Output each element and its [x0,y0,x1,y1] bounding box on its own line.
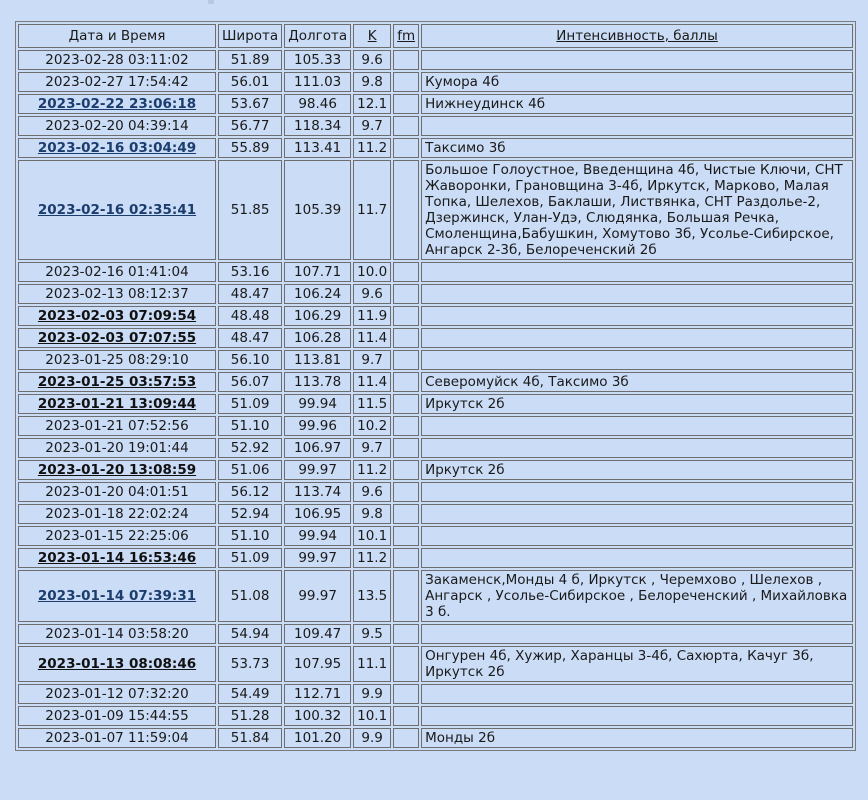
table-row [18,646,853,682]
event-detail-link[interactable]: 2023-02-16 03:04:49 [37,140,197,156]
longitude-cell: 99.97 [284,460,351,480]
table-header-row [18,24,853,48]
intensity-cell: Онгурен 4б, Хужир, Харанцы 3-4б, Сахюрта, Качуг 3б, Иркутск 2б [421,646,853,682]
event-datetime: 2023-02-13 08:12:37 [45,286,189,302]
fm-cell [393,526,419,546]
col-header-datetime: Дата и Время [18,24,216,48]
longitude-cell: 99.94 [284,526,351,546]
latitude-cell: 55.89 [218,138,282,158]
longitude-cell: 112.71 [284,684,351,704]
table-row [18,706,853,726]
k-class-cell: 10.0 [353,262,391,282]
latitude-cell: 51.09 [218,394,282,414]
datetime-cell [18,460,216,480]
k-class-cell: 9.6 [353,482,391,502]
intensity-cell [421,284,853,304]
k-class-cell: 10.2 [353,416,391,436]
intensity-cell [421,548,853,568]
k-class-cell: 11.2 [353,460,391,480]
datetime-cell [18,548,216,568]
latitude-cell: 53.16 [218,262,282,282]
intensity-cell [421,684,853,704]
col-header-intensity-sort-link[interactable]: Интенсивность, баллы [421,24,853,48]
datetime-cell [18,306,216,326]
k-class-cell: 11.9 [353,306,391,326]
longitude-cell: 111.03 [284,72,351,92]
datetime-cell [18,116,216,136]
k-class-cell: 11.1 [353,646,391,682]
k-class-cell: 12.1 [353,94,391,114]
col-header-lon: Долгота [284,24,351,48]
k-class-cell: 9.8 [353,72,391,92]
event-datetime: 2023-01-20 04:01:51 [45,484,189,500]
fm-cell [393,624,419,644]
latitude-cell: 56.77 [218,116,282,136]
datetime-cell [18,706,216,726]
k-class-cell: 9.7 [353,350,391,370]
k-class-cell: 11.5 [353,394,391,414]
fm-cell [393,160,419,260]
latitude-cell: 48.47 [218,328,282,348]
intensity-cell [421,50,853,70]
longitude-cell: 118.34 [284,116,351,136]
col-header-lat: Широта [218,24,282,48]
longitude-cell: 113.41 [284,138,351,158]
event-datetime-strong: 2023-01-14 16:53:46 [37,550,197,566]
event-datetime: 2023-01-25 08:29:10 [45,352,189,368]
k-class-cell: 11.7 [353,160,391,260]
table-row [18,94,853,114]
intensity-cell [421,350,853,370]
table-row [18,116,853,136]
table-row [18,624,853,644]
k-class-cell: 9.6 [353,50,391,70]
intensity-cell [421,706,853,726]
latitude-cell: 51.28 [218,706,282,726]
datetime-cell [18,350,216,370]
table-row [18,526,853,546]
table-row [18,306,853,326]
fm-cell [393,138,419,158]
latitude-cell: 51.85 [218,160,282,260]
latitude-cell: 51.10 [218,416,282,436]
longitude-cell: 99.94 [284,394,351,414]
datetime-cell [18,72,216,92]
datetime-cell [18,438,216,458]
datetime-cell [18,138,216,158]
fm-cell [393,460,419,480]
longitude-cell: 101.20 [284,728,351,748]
k-class-cell: 11.4 [353,372,391,392]
event-datetime: 2023-02-28 03:11:02 [45,52,189,68]
intensity-cell [421,306,853,326]
datetime-cell [18,372,216,392]
table-row [18,684,853,704]
longitude-cell: 113.74 [284,482,351,502]
k-class-cell: 11.2 [353,138,391,158]
fm-cell [393,646,419,682]
intensity-cell: Иркутск 2б [421,394,853,414]
datetime-cell [18,262,216,282]
event-datetime: 2023-01-12 07:32:20 [45,686,189,702]
k-class-cell: 9.7 [353,438,391,458]
intensity-cell [421,624,853,644]
intensity-cell [421,526,853,546]
longitude-cell: 109.47 [284,624,351,644]
fm-cell [393,72,419,92]
fm-cell [393,570,419,622]
longitude-cell: 113.81 [284,350,351,370]
intensity-cell [421,262,853,282]
k-class-cell: 11.2 [353,548,391,568]
intensity-cell: Закаменск,Монды 4 б, Иркутск , Черемхово , Шелехов , Ангарск , Усолье-Сибирское , Белореченский , Михайловка 3 б. [421,570,853,622]
k-class-cell: 10.1 [353,526,391,546]
table-row [18,372,853,392]
latitude-cell: 56.12 [218,482,282,502]
table-row [18,438,853,458]
table-row [18,284,853,304]
event-datetime: 2023-01-15 22:25:06 [45,528,189,544]
event-datetime: 2023-02-27 17:54:42 [45,74,189,90]
datetime-cell [18,570,216,622]
latitude-cell: 51.10 [218,526,282,546]
event-datetime: 2023-01-20 19:01:44 [45,440,189,456]
fm-cell [393,684,419,704]
event-detail-link[interactable]: 2023-02-22 23:06:18 [37,96,197,112]
longitude-cell: 105.33 [284,50,351,70]
latitude-cell: 52.92 [218,438,282,458]
fm-cell [393,50,419,70]
table-row [18,262,853,282]
table-row [18,160,853,260]
table-row [18,570,853,622]
fm-cell [393,482,419,502]
table-row [18,350,853,370]
latitude-cell: 56.01 [218,72,282,92]
top-strip [0,0,868,14]
datetime-cell [18,416,216,436]
longitude-cell: 105.39 [284,160,351,260]
datetime-cell [18,684,216,704]
datetime-cell [18,94,216,114]
latitude-cell: 53.67 [218,94,282,114]
fm-cell [393,416,419,436]
event-datetime-strong: 2023-01-21 13:09:44 [37,396,197,412]
latitude-cell: 51.09 [218,548,282,568]
intensity-cell: Кумора 4б [421,72,853,92]
k-class-cell: 9.7 [353,116,391,136]
k-class-cell: 13.5 [353,570,391,622]
latitude-cell: 54.94 [218,624,282,644]
latitude-cell: 51.84 [218,728,282,748]
event-datetime-strong: 2023-01-25 03:57:53 [37,374,197,390]
latitude-cell: 51.06 [218,460,282,480]
latitude-cell: 56.10 [218,350,282,370]
k-class-cell: 9.6 [353,284,391,304]
event-datetime: 2023-01-07 11:59:04 [45,730,189,746]
longitude-cell: 100.32 [284,706,351,726]
latitude-cell: 51.89 [218,50,282,70]
event-datetime-strong: 2023-01-20 13:08:59 [37,462,197,478]
event-datetime: 2023-02-16 01:41:04 [45,264,189,280]
fm-cell [393,394,419,414]
longitude-cell: 106.95 [284,504,351,524]
event-detail-link[interactable]: 2023-01-14 07:39:31 [37,588,197,604]
k-class-cell: 9.9 [353,728,391,748]
fm-cell [393,438,419,458]
fm-cell [393,350,419,370]
longitude-cell: 106.28 [284,328,351,348]
fm-cell [393,306,419,326]
datetime-cell [18,394,216,414]
intensity-cell: Иркутск 2б [421,460,853,480]
event-detail-link[interactable]: 2023-02-16 02:35:41 [37,202,197,218]
latitude-cell: 48.48 [218,306,282,326]
latitude-cell: 54.49 [218,684,282,704]
fm-cell [393,262,419,282]
col-header-k-sort-link[interactable]: K [353,24,391,48]
earthquake-table [15,21,856,751]
datetime-cell [18,284,216,304]
datetime-cell [18,526,216,546]
datetime-cell [18,504,216,524]
k-class-cell: 9.5 [353,624,391,644]
table-row [18,50,853,70]
longitude-cell: 99.97 [284,570,351,622]
fm-cell [393,706,419,726]
fm-cell [393,94,419,114]
intensity-cell [421,438,853,458]
datetime-cell [18,624,216,644]
table-row [18,728,853,748]
longitude-cell: 98.46 [284,94,351,114]
datetime-cell [18,160,216,260]
event-datetime: 2023-01-21 07:52:56 [45,418,189,434]
k-class-cell: 11.4 [353,328,391,348]
latitude-cell: 52.94 [218,504,282,524]
table-row [18,548,853,568]
latitude-cell: 51.08 [218,570,282,622]
latitude-cell: 53.73 [218,646,282,682]
longitude-cell: 107.71 [284,262,351,282]
intensity-cell [421,328,853,348]
header-fragment [208,0,214,4]
latitude-cell: 48.47 [218,284,282,304]
table-row [18,416,853,436]
datetime-cell [18,328,216,348]
fm-cell [393,284,419,304]
event-datetime: 2023-01-14 03:58:20 [45,626,189,642]
table-row [18,460,853,480]
datetime-cell [18,646,216,682]
latitude-cell: 56.07 [218,372,282,392]
table-row [18,72,853,92]
intensity-cell: Монды 2б [421,728,853,748]
longitude-cell: 113.78 [284,372,351,392]
event-datetime: 2023-01-18 22:02:24 [45,506,189,522]
table-row [18,482,853,502]
k-class-cell: 9.9 [353,684,391,704]
table-row [18,328,853,348]
intensity-cell [421,416,853,436]
table-row [18,394,853,414]
longitude-cell: 106.29 [284,306,351,326]
longitude-cell: 99.96 [284,416,351,436]
fm-cell [393,116,419,136]
intensity-cell: Нижнеудинск 4б [421,94,853,114]
longitude-cell: 106.97 [284,438,351,458]
k-class-cell: 10.1 [353,706,391,726]
event-datetime: 2023-01-09 15:44:55 [45,708,189,724]
datetime-cell [18,728,216,748]
fm-cell [393,504,419,524]
col-header-fm-sort-link[interactable]: fm [393,24,419,48]
table-row [18,504,853,524]
longitude-cell: 106.24 [284,284,351,304]
event-datetime: 2023-02-20 04:39:14 [45,118,189,134]
intensity-cell: Таксимо 3б [421,138,853,158]
fm-cell [393,328,419,348]
intensity-cell: Большое Голоустное, Введенщина 4б, Чистые Ключи, СНТ Жаворонки, Грановщина 3-4б, Иркутск, Марково, Малая Топка, Шелехов, Баклаши, Листвянка, СНТ Раздолье-2, Дзержинск, Улан-Удэ, Слюдянка, Большая Речка, Смоленщина,Бабушкин, Хомутово 3б, Усолье-Сибирское, Ангарск 2-3б, Белореченский 2б [421,160,853,260]
event-datetime-strong: 2023-02-03 07:07:55 [37,330,197,346]
table-body [18,50,853,748]
event-datetime-strong: 2023-02-03 07:09:54 [37,308,197,324]
table-row [18,138,853,158]
intensity-cell: Северомуйск 4б, Таксимо 3б [421,372,853,392]
longitude-cell: 107.95 [284,646,351,682]
intensity-cell [421,504,853,524]
longitude-cell: 99.97 [284,548,351,568]
intensity-cell [421,482,853,502]
fm-cell [393,372,419,392]
fm-cell [393,728,419,748]
intensity-cell [421,116,853,136]
fm-cell [393,548,419,568]
datetime-cell [18,482,216,502]
datetime-cell [18,50,216,70]
k-class-cell: 9.8 [353,504,391,524]
event-datetime-strong: 2023-01-13 08:08:46 [37,656,197,672]
